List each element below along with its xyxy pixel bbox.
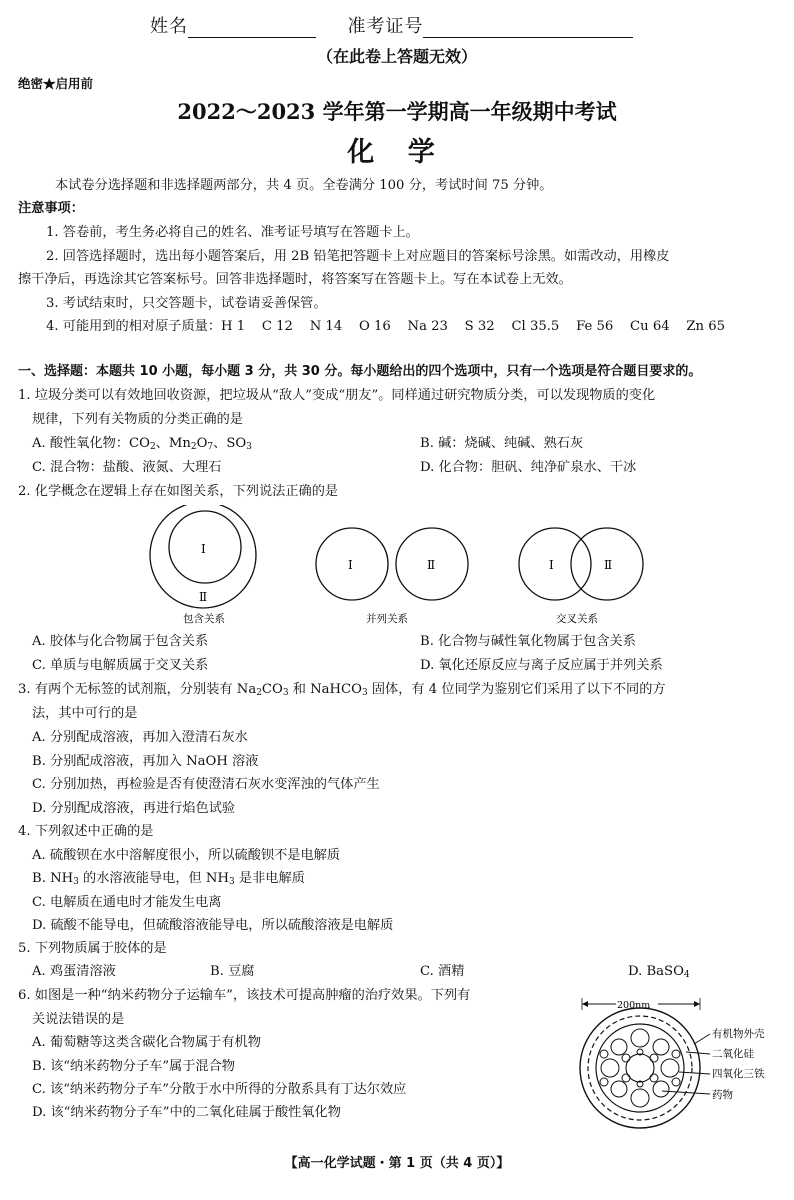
secret-mark: 绝密★启用前: [18, 76, 94, 91]
size-label: 200nm: [617, 1000, 651, 1011]
note-2-cont: 擦干净后，再选涂其它答案标号。回答非选择题时，将答案写在答题卡上。写在本试卷上无效。: [18, 272, 572, 287]
q6-stem-line1: 6. 如图是一种“纳米药物分子运输车”，该技术可提高肿瘤的治疗效果。下列有: [18, 988, 471, 1003]
q4-option-b[interactable]: B. $NH_3$ 的水溶液能导电，但 $NH_3$ 是非电解质: [32, 871, 305, 887]
q6-option-d[interactable]: D. 该“纳米药物分子车”中的二氧化硅属于酸性氧化物: [32, 1105, 341, 1120]
q4-stem: 4. 下列叙述中正确的是: [18, 824, 154, 839]
q1-option-c[interactable]: C. 混合物：盐酸、液氮、大理石: [32, 460, 222, 475]
q4-option-a[interactable]: A. 硫酸钡在水中溶解度很小，所以硫酸钡不是电解质: [32, 848, 341, 863]
containment-label-i: Ⅰ: [201, 542, 206, 556]
q5-option-c[interactable]: C. 酒精: [420, 964, 465, 979]
label-silica: 二氧化硅: [712, 1048, 754, 1060]
subject-title: 化 学: [347, 137, 447, 168]
q1-stem-line1: 1. 垃圾分类可以有效地回收资源，把垃圾从“敌人”变成“朋友”。同样通过研究物质分类，可以发现物质的变化: [18, 388, 656, 403]
carrier-particle: [580, 1008, 700, 1128]
q6-stem-line2: 关说法错误的是: [32, 1012, 125, 1027]
parallel-diagram: [316, 528, 468, 600]
page-footer: 【高一化学试题・第 1 页（共 4 页）】: [284, 1156, 510, 1171]
label-organic-shell: 有机物外壳: [712, 1028, 765, 1040]
q1-option-d[interactable]: D. 化合物：胆矾、纯净矿泉水、干冰: [420, 460, 637, 475]
q3-option-b[interactable]: B. 分别配成溶液，再加入 NaOH 溶液: [32, 754, 259, 769]
q6-option-b[interactable]: B. 该“纳米药物分子车”属于混合物: [32, 1059, 235, 1074]
q3-option-d[interactable]: D. 分别配成溶液，再进行焰色试验: [32, 801, 236, 816]
q3-option-c[interactable]: C. 分别加热，再检验是否有使澄清石灰水变浑浊的气体产生: [32, 777, 380, 792]
note-2: 2. 回答选择题时，选出每小题答案后，用 2B 铅笔把答题卡上对应题目的答案标号涂黑。如需改动，用橡皮: [46, 249, 670, 264]
q5-option-a[interactable]: A. 鸡蛋清溶液: [32, 964, 116, 979]
containment-caption: 包含关系: [183, 613, 225, 625]
q5-option-b[interactable]: B. 豆腐: [210, 964, 255, 979]
q2-option-d[interactable]: D. 氧化还原反应与离子反应属于并列关系: [420, 658, 663, 673]
q5-stem: 5. 下列物质属于胶体的是: [18, 941, 167, 956]
q6-option-c[interactable]: C. 该“纳米药物分子车”分散于水中所得的分散系具有丁达尔效应: [32, 1082, 407, 1097]
note-4: 4. 可能用到的相对原子质量：H 1 C 12 N 14 O 16 Na 23 S 32 Cl 35.5 Fe 56 Cu 64 Zn 65: [46, 319, 726, 334]
name-blank[interactable]: [188, 19, 316, 38]
intro-text: 本试卷分选择题和非选择题两部分，共 4 页。全卷满分 100 分，考试时间 75 分钟。: [55, 178, 553, 193]
label-iron-oxide: 四氧化三铁: [712, 1068, 765, 1080]
parallel-label-ii: Ⅱ: [427, 558, 436, 572]
id-blank[interactable]: [423, 19, 633, 38]
section-heading: 一、选择题：本题共 10 小题，每小题 3 分，共 30 分。每小题给出的四个选项中，只有一个选项是符合题目要求的。: [18, 364, 702, 379]
q5-option-d[interactable]: D. BaSO$_4$: [628, 964, 690, 980]
containment-label-ii: Ⅱ: [199, 590, 208, 604]
q1-option-a[interactable]: A. 酸性氧化物：$CO_2$、$Mn_2O_7$、$SO_3$: [32, 436, 252, 452]
nano-carrier-figure: [576, 988, 776, 1138]
q3-stem-line1: 3. 有两个无标签的试剂瓶，分别装有 $Na_2CO_3$ 和 NaHCO$_3$ 固体，有 4 位同学为鉴别它们采用了以下不同的方: [18, 682, 666, 698]
q1-stem-line2: 规律，下列有关物质的分类正确的是: [32, 412, 243, 427]
notes-title: 注意事项：: [18, 201, 84, 216]
intersect-diagram: [519, 528, 643, 600]
q3-stem-line2: 法，其中可行的是: [32, 706, 138, 721]
q2-stem: 2. 化学概念在逻辑上存在如图关系，下列说法正确的是: [18, 484, 339, 499]
q4-option-d[interactable]: D. 硫酸不能导电，但硫酸溶液能导电，所以硫酸溶液是电解质: [32, 918, 394, 933]
q4-option-c[interactable]: C. 电解质在通电时才能发生电离: [32, 895, 222, 910]
q6-option-a[interactable]: A. 葡萄糖等这类含碳化合物属于有机物: [32, 1035, 261, 1050]
q2-option-c[interactable]: C. 单质与电解质属于交叉关系: [32, 658, 209, 673]
intersect-caption: 交叉关系: [556, 613, 598, 625]
invalid-note: （在此卷上答题无效）: [316, 47, 477, 66]
q2-option-a[interactable]: A. 胶体与化合物属于包含关系: [32, 634, 209, 649]
intersect-label-ii: Ⅱ: [604, 558, 613, 572]
q1-option-b[interactable]: B. 碱：烧碱、纯碱、熟石灰: [420, 436, 584, 451]
parallel-label-i: Ⅰ: [348, 558, 353, 572]
note-3: 3. 考试结束时，只交答题卡，试卷请妥善保管。: [46, 296, 327, 311]
q2-relationship-diagrams: [140, 505, 680, 630]
parallel-caption: 并列关系: [366, 613, 408, 625]
q2-option-b[interactable]: B. 化合物与碱性氧化物属于包含关系: [420, 634, 636, 649]
name-line: [150, 12, 633, 38]
exam-title: 2022～2023 学年第一学期高一年级期中考试: [177, 99, 617, 124]
id-label: 准考证号: [347, 16, 424, 37]
label-drug: 药物: [712, 1089, 733, 1101]
name-label: 姓名: [150, 16, 188, 37]
q3-option-a[interactable]: A. 分别配成溶液，再加入澄清石灰水: [32, 730, 248, 745]
intersect-label-i: Ⅰ: [549, 558, 554, 572]
note-1: 1. 答卷前，考生务必将自己的姓名、准考证号填写在答题卡上。: [46, 225, 419, 240]
